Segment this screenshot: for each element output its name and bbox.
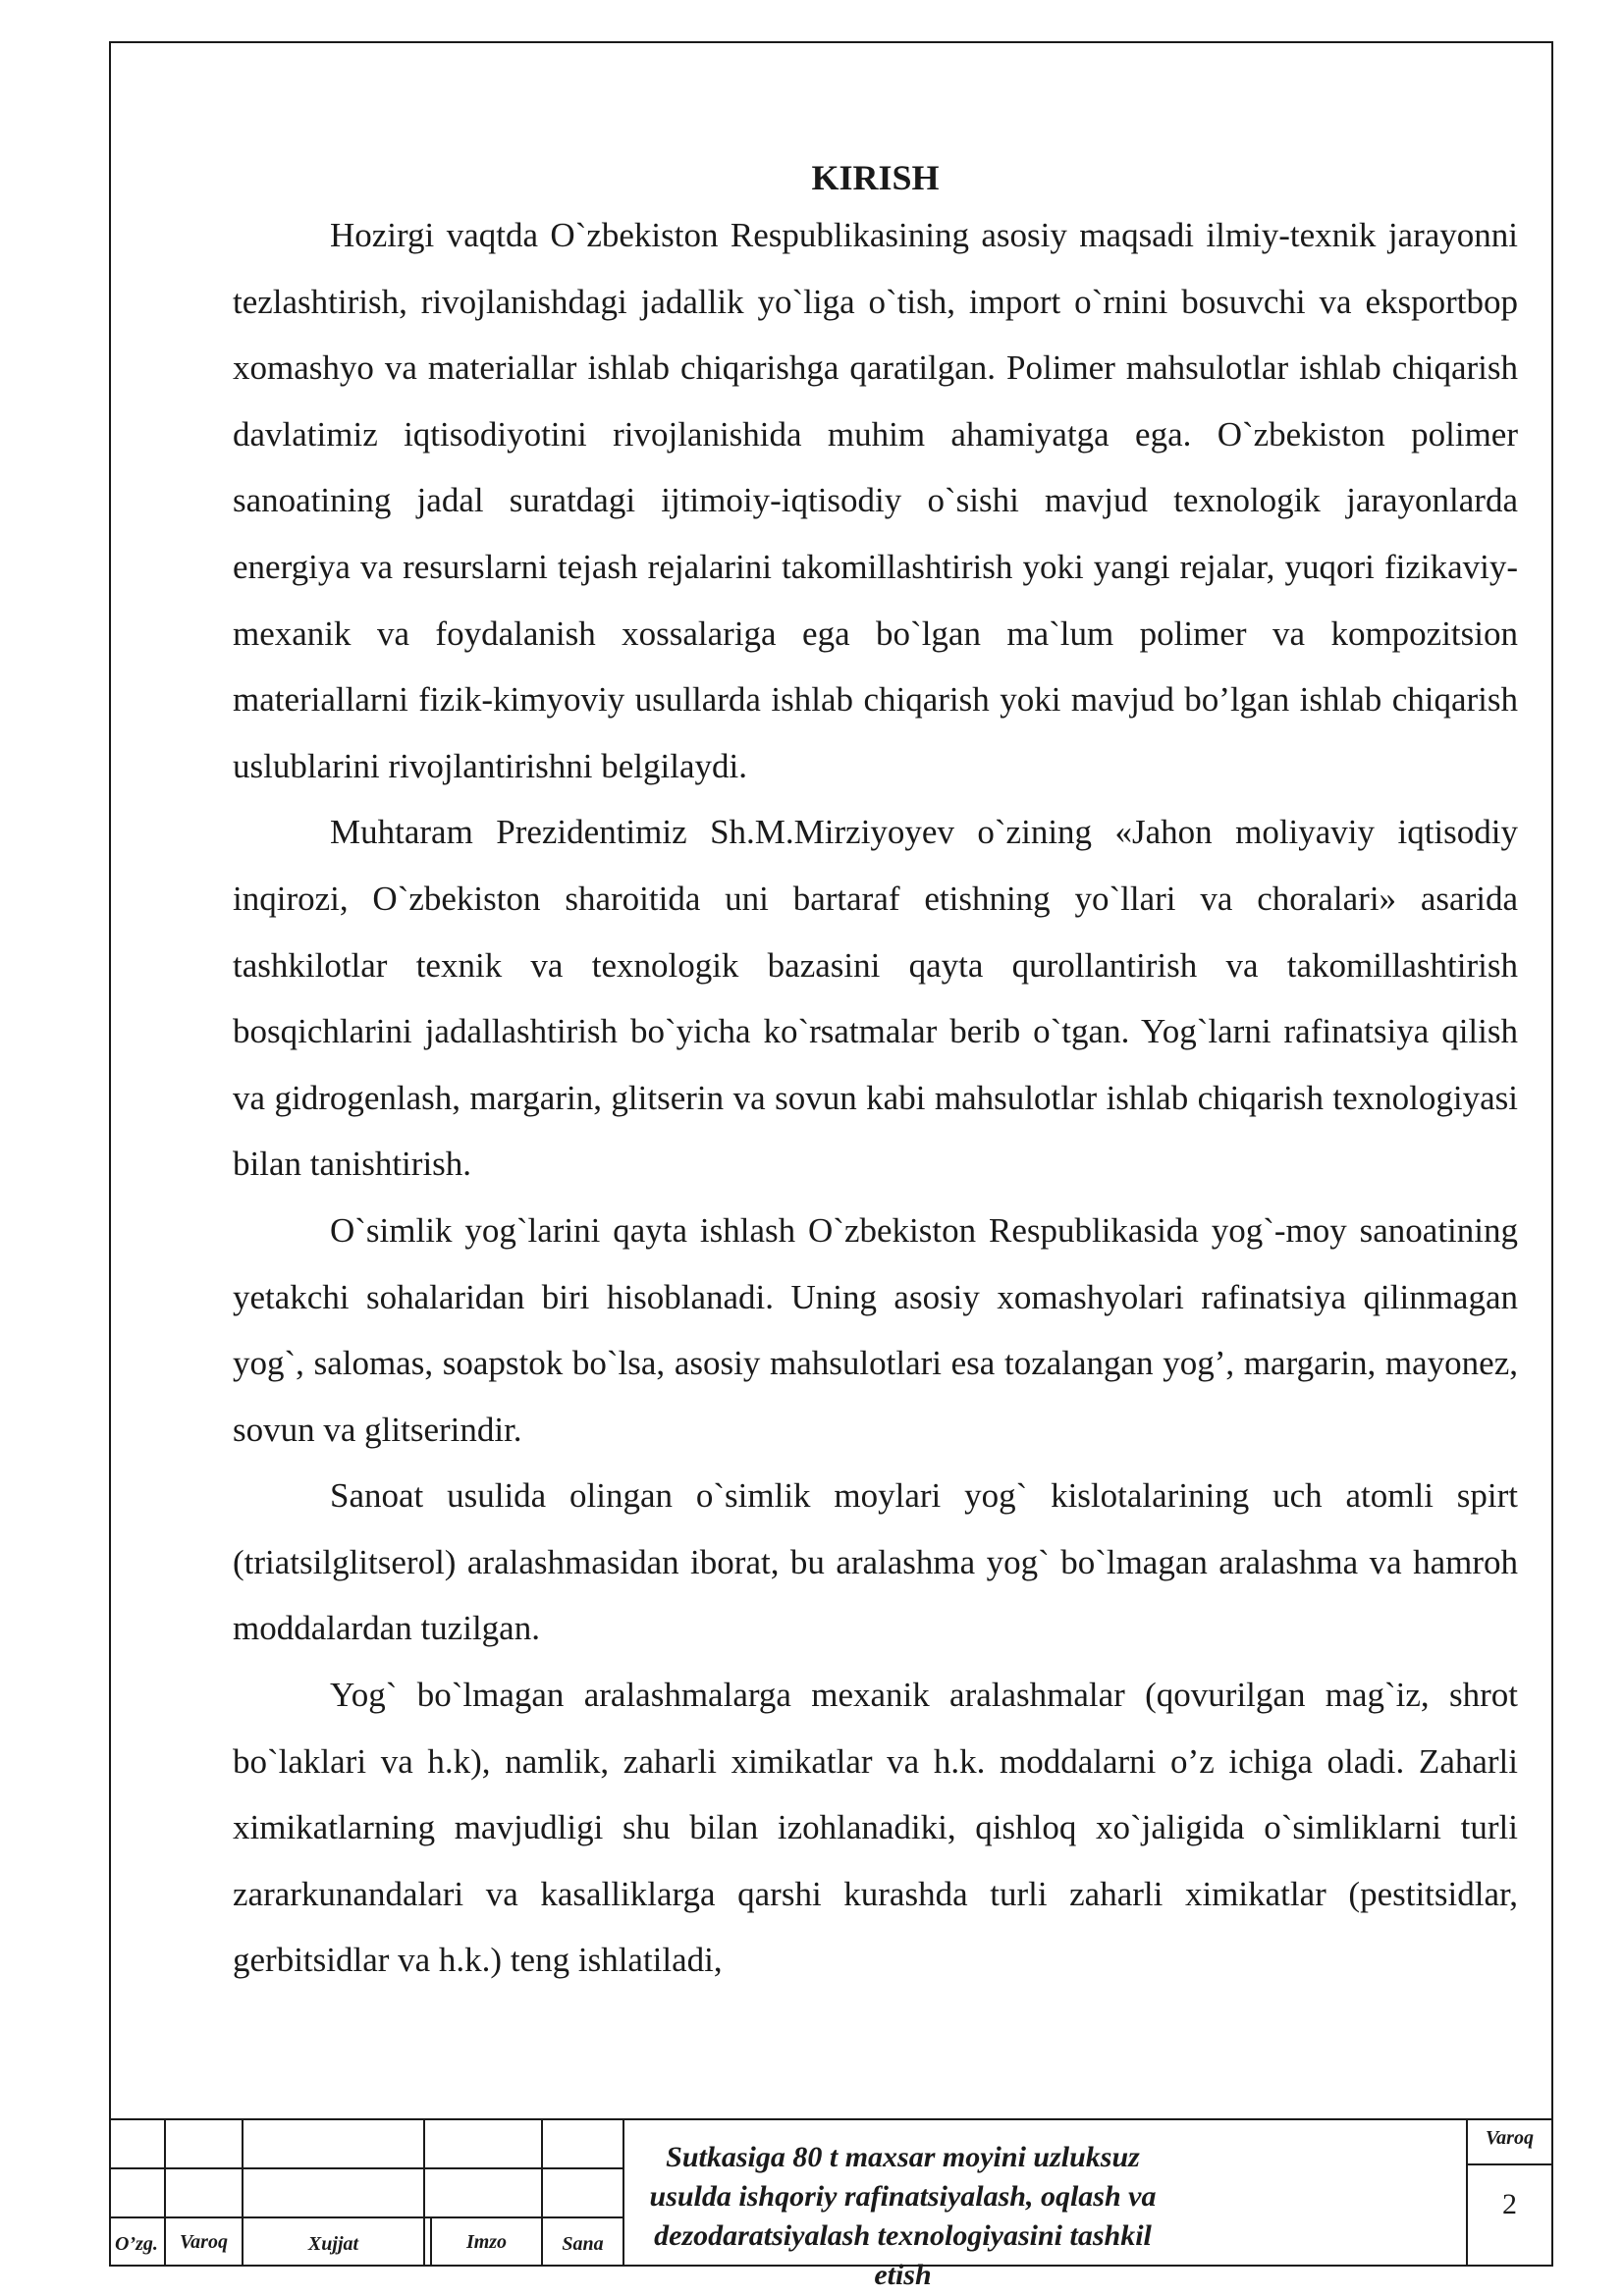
paragraph-3: O`simlik yog`larini qayta ishlash O`zbekiston Respublikasida yog`-moy sanoatining yetakchi sohalaridan biri hisoblanadi. Uning asosiy xomashyolari rafinatsiya qilinmagan yog`, salomas, soapstok bo`lsa, asosiy mahsulotlari esa tozalangan yog’, margarin, mayonez, sovun va glitserindir. (233, 1210, 1518, 1449)
stamp-signature-label: Imzo (465, 2231, 508, 2253)
stamp-sheet-label: Varoq (1486, 2127, 1534, 2149)
document-body (233, 151, 1518, 1994)
stamp-date-label: Sana (562, 2233, 604, 2255)
paragraph-5: Yog` bo`lmagan aralashmalarga mexanik aralashmalar (qovurilgan mag`iz, shrot bo`laklari va h.k), namlik, zaharli ximikatlar va h.k. moddalarni o’z ichiga oladi. Zaharli ximikatlarning mavjudligi shu bilan izohlanadiki, qishloq xo`jaligida o`simliklarni turli zararkunandalari va kasalliklarga qarshi kurashda turli zaharli ximikatlar (pestitsidlar, gerbitsidlar va h.k.) teng ishlatiladi, (233, 1676, 1518, 1980)
title-block-stamp (109, 2118, 1553, 2291)
paragraph-4: Sanoat usulida olingan o`simlik moylari yog` kislotalarining uch atomli spirt (triatsilglitserol) aralashmasidan iborat, bu aralashma yog` bo`lmagan aralashma va hamroh moddalardan tuzilgan. (233, 1476, 1518, 1648)
stamp-document-label: Xujjat (307, 2233, 359, 2255)
stamp-sheet-col-label: Varoq (180, 2231, 228, 2253)
stamp-change-label: O’zg. (115, 2233, 158, 2255)
paragraph-2: Muhtaram Prezidentimiz Sh.M.Mirziyoyev o`zining «Jahon moliyaviy iqtisodiy inqirozi, O`zbekiston sharoitida uni bartaraf etishning yo`llari va choralari» asarida tashkilotlar texnik va texnologik bazasini qayta qurollantirish va takomillashtirish bosqichlarini jadallashtirish bo`yicha ko`rsatmalar berib o`tgan. Yog`larni rafinatsiya qilish va gidrogenlash, margarin, glitserin va sovun kabi mahsulotlar ishlab chiqarish texnologiyasi bilan tanishtirish. (233, 813, 1518, 1184)
stamp-document-title: Sutkasiga 80 t maxsar moyini uzluksuz usulda ishqoriy rafinatsiyalash, oqlash va dezodaratsiyalash texnologiyasini tashkil etish (649, 2141, 1157, 2291)
paragraph-1: Hozirgi vaqtda O`zbekiston Respublikasining asosiy maqsadi ilmiy-texnik jarayonni tezlashtirish, rivojlanishdagi jadallik yo`liga o`tish, import o`rnini bosuvchi va eksportbop xomashyo va materiallar ishlab chiqarishga qaratilgan. Polimer mahsulotlar ishlab chiqarish davlatimiz iqtisodiyotini rivojlanishida muhim ahamiyatga ega. O`zbekiston polimer sanoatining jadal suratdagi ijtimoiy-iqtisodiy o`sishi mavjud texnologik jarayonlarda energiya va resurslarni tejash rejalarini takomillashtirish yoki yangi rejalar, yuqori fizikaviy-mexanik va foydalanish xossalariga ega bo`lgan ma`lum polimer va kompozitsion materiallarni fizik-kimyoviy usullarda ishlab chiqarish yoki mavjud bo’lgan ishlab chiqarish uslublarini rivojlantirishni belgilaydi. (233, 216, 1518, 785)
section-heading: KIRISH (811, 158, 940, 197)
stamp-sheet-number: 2 (1502, 2188, 1517, 2220)
